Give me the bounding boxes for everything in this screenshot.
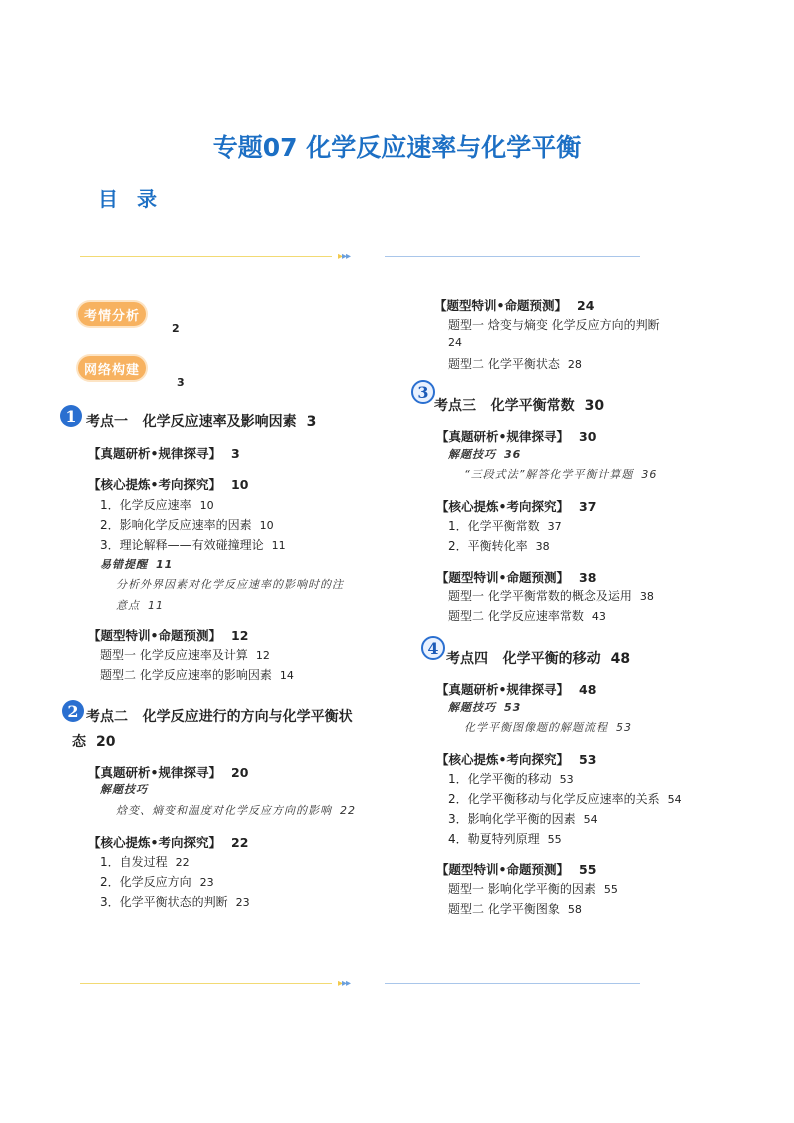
toc-item[interactable]: 题型一 影响化学平衡的因素 55 <box>448 882 618 896</box>
section-label: 考点二 <box>86 709 128 725</box>
page-title: 专题07 化学反应速率与化学平衡 <box>212 133 582 162</box>
section-number-icon: 2 <box>62 700 84 722</box>
toc-entry[interactable]: 【真题研析•规律探寻】 30 <box>436 429 597 444</box>
section-title: 化学反应进行的方向与化学平衡状 <box>142 709 353 725</box>
bottom-divider <box>80 977 640 991</box>
toc-entry[interactable]: 【真题研析•规律探寻】 3 <box>88 446 240 461</box>
network-badge[interactable] <box>78 356 146 380</box>
section-label: 考点三 <box>434 398 476 414</box>
page-number: 48 <box>610 651 631 667</box>
toc-entry[interactable]: 【核心提炼•考向探究】 10 <box>88 477 249 492</box>
toc-item[interactable]: 1．化学平衡的移动 53 <box>448 772 574 786</box>
section-title: 化学平衡的移动 <box>502 651 601 667</box>
toc-item[interactable]: 3．理论解释——有效碰撞理论 11 <box>100 538 286 552</box>
toc-entry[interactable]: 【核心提炼•考向探究】 37 <box>436 499 597 514</box>
toc-item[interactable]: 题型二 化学反应速率的影响因素 14 <box>100 668 294 682</box>
toc-tip-sub[interactable]: “三段式法”解答化学平衡计算题 36 <box>464 468 658 481</box>
toc-entry[interactable]: 【题型特训•命题预测】 12 <box>88 628 249 643</box>
toc-item[interactable]: 1．自发过程 22 <box>100 855 190 869</box>
arrow-icon: ▸▸▸ <box>338 978 351 989</box>
page-number: 30 <box>584 398 605 414</box>
toc-tip[interactable]: 解题技巧 <box>100 783 148 796</box>
badge-label: 考情分析 <box>84 308 141 324</box>
section-title: 化学平衡常数 <box>490 398 575 414</box>
analysis-badge[interactable] <box>78 302 146 326</box>
toc-item[interactable]: 题型一 化学反应速率及计算 12 <box>100 648 270 662</box>
toc-item[interactable]: 3．影响化学平衡的因素 54 <box>448 812 598 826</box>
toc-tip[interactable]: 解题技巧 53 <box>448 701 522 714</box>
toc-section-4[interactable] <box>446 648 630 668</box>
toc-tip-sub[interactable]: 意点 11 <box>116 599 164 612</box>
toc-item[interactable]: 1．化学平衡常数 37 <box>448 519 562 533</box>
toc-item[interactable]: 题型一 化学平衡常数的概念及运用 38 <box>448 589 654 603</box>
section-number-icon: 3 <box>411 380 435 404</box>
toc-item[interactable]: 2．化学反应方向 23 <box>100 875 214 889</box>
arrow-icon: ▸▸▸ <box>338 251 351 262</box>
toc-section-1[interactable] <box>86 411 316 431</box>
top-divider <box>80 250 640 264</box>
toc-tip-sub[interactable]: 焓变、熵变和温度对化学反应方向的影响 22 <box>116 804 356 817</box>
section-number-icon: 1 <box>60 405 82 427</box>
toc-section-2-cont[interactable]: 态 20 <box>72 734 116 750</box>
toc-item[interactable]: 2．化学平衡移动与化学反应速率的关系 54 <box>448 792 682 806</box>
toc-entry[interactable]: 【真题研析•规律探寻】 48 <box>436 682 597 697</box>
toc-tip-sub[interactable]: 化学平衡图像题的解题流程 53 <box>464 721 632 734</box>
toc-item[interactable]: 题型二 化学平衡状态 28 <box>448 357 582 371</box>
toc-item[interactable]: 3．化学平衡状态的判断 23 <box>100 895 250 909</box>
toc-section-3[interactable] <box>434 395 604 415</box>
toc-entry[interactable]: 【题型特训•命题预测】 55 <box>436 862 597 877</box>
section-title: 化学反应速率及影响因素 <box>142 414 297 430</box>
toc-entry[interactable]: 【真题研析•规律探寻】 20 <box>88 765 249 780</box>
toc-item[interactable]: 题型二 化学平衡图象 58 <box>448 902 582 916</box>
toc-entry[interactable]: 【题型特训•命题预测】 24 <box>434 298 595 313</box>
page-number: 3 <box>306 414 317 430</box>
toc-entry[interactable]: 【核心提炼•考向探究】 22 <box>88 835 249 850</box>
toc-heading: 目 录 <box>98 187 163 211</box>
section-number-icon: 4 <box>421 636 445 660</box>
toc-item[interactable]: 题型一 焓变与熵变 化学反应方向的判断 <box>448 318 660 332</box>
toc-item[interactable]: 4．勒夏特列原理 55 <box>448 832 562 846</box>
section-label: 考点一 <box>86 414 128 430</box>
toc-entry[interactable]: 【核心提炼•考向探究】 53 <box>436 752 597 767</box>
toc-item[interactable]: 2．影响化学反应速率的因素 10 <box>100 518 274 532</box>
section-label: 考点四 <box>446 651 488 667</box>
badge-label: 网络构建 <box>84 362 141 378</box>
toc-tip[interactable]: 易错提醒 11 <box>100 558 174 571</box>
toc-item[interactable]: 题型二 化学反应速率常数 43 <box>448 609 606 623</box>
toc-tip-sub[interactable]: 分析外界因素对化学反应速率的影响时的注 <box>116 578 344 591</box>
toc-tip[interactable]: 解题技巧 36 <box>448 448 522 461</box>
page-number: 24 <box>448 336 462 349</box>
toc-item[interactable]: 2．平衡转化率 38 <box>448 539 550 553</box>
toc-section-2[interactable] <box>86 706 353 726</box>
toc-item[interactable]: 1．化学反应速率 10 <box>100 498 214 512</box>
badge-page: 3 <box>177 376 185 389</box>
toc-entry[interactable]: 【题型特训•命题预测】 38 <box>436 570 597 585</box>
badge-page: 2 <box>172 322 180 335</box>
